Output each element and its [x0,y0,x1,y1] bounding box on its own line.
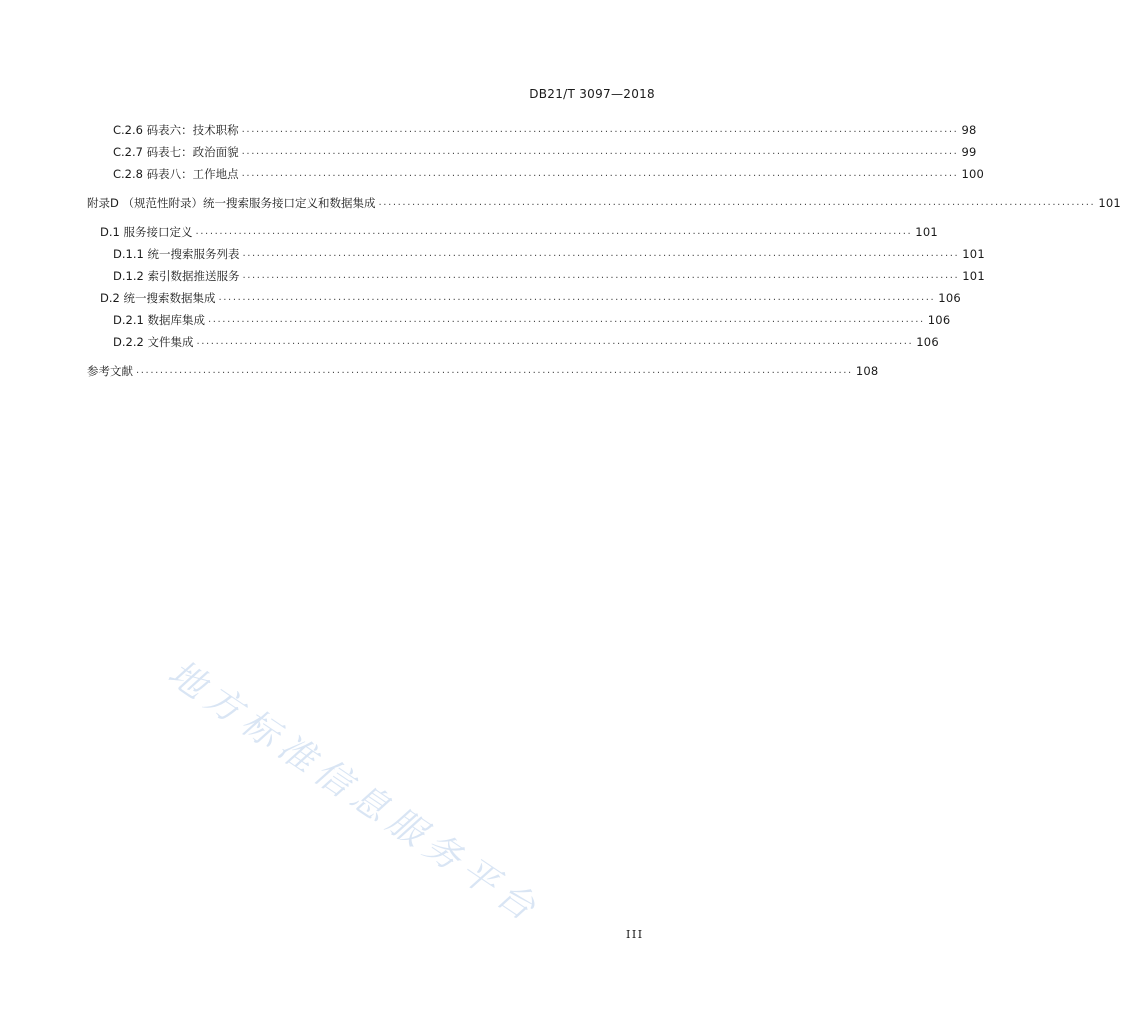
toc-entry-page: 101 [1098,196,1121,210]
toc-entry-page: 100 [961,167,985,181]
toc-entry-page: 108 [855,364,879,378]
toc-entry-page: 101 [962,269,985,283]
toc-entry-c-2-6[interactable] [113,122,977,138]
toc-entry-page: 106 [916,335,939,349]
dot-leader: ...................................................................................................................................................... [242,270,960,281]
toc-entry-c-2-8[interactable] [113,166,985,182]
dot-leader: ...................................................................................................................................................... [195,226,913,237]
dot-leader: ...................................................................................................................................................... [136,365,853,376]
dot-leader: ...................................................................................................................................................... [196,336,914,347]
dot-leader: ...................................................................................................................................................... [241,168,959,179]
toc-entry-label: C.2.8 码表八：工作地点 [113,167,239,181]
toc-entry-d-2-1[interactable] [113,312,951,328]
dot-leader: ...................................................................................................................................................... [241,146,959,157]
toc-entry-d-1-1[interactable] [113,246,985,262]
toc-entry-page: 106 [927,313,951,327]
toc-entry-label: D.2.2 文件集成 [113,335,194,349]
dot-leader: ...................................................................................................................................................... [242,248,960,259]
toc-entry-label: D.2.1 数据库集成 [113,313,205,327]
toc-entry-label: D.1.1 统一搜索服务列表 [113,247,240,261]
toc-entry-label: D.2 统一搜索数据集成 [100,291,216,305]
toc-entry-d-2[interactable] [100,290,961,306]
standard-code: DB21/T 3097—2018 [529,87,655,101]
toc-entry-d-1-2[interactable] [113,268,985,284]
toc-entry-page: 98 [961,123,977,137]
toc-entry-references[interactable] [87,363,879,379]
toc-entry-page: 106 [938,291,961,305]
toc-entry-page: 101 [962,247,985,261]
watermark: 地方标准信息服务平台 [160,652,549,933]
toc-entry-d-2-2[interactable] [113,334,939,350]
toc-entry-label: C.2.7 码表七：政治面貌 [113,145,239,159]
toc-entry-c-2-7[interactable] [113,144,977,160]
toc-entry-label: 附录D （规范性附录）统一搜索服务接口定义和数据集成 [87,196,376,210]
toc-entry-page: 101 [915,225,938,239]
toc-entry-label: C.2.6 码表六：技术职称 [113,123,239,137]
toc-entry-page: 99 [961,145,977,159]
toc-entry-label: D.1.2 索引数据推送服务 [113,269,240,283]
dot-leader: ...................................................................................................................................................... [241,124,959,135]
dot-leader: ...................................................................................................................................................... [378,197,1096,208]
dot-leader: ...................................................................................................................................................... [207,314,925,325]
page-number: III [626,928,644,941]
toc-entry-d-1[interactable] [100,224,938,240]
toc-entry-label: D.1 服务接口定义 [100,225,193,239]
toc-entry-label: 参考文献 [87,364,133,378]
dot-leader: ...................................................................................................................................................... [218,292,936,303]
toc-entry-appendix-d[interactable] [87,195,1121,211]
